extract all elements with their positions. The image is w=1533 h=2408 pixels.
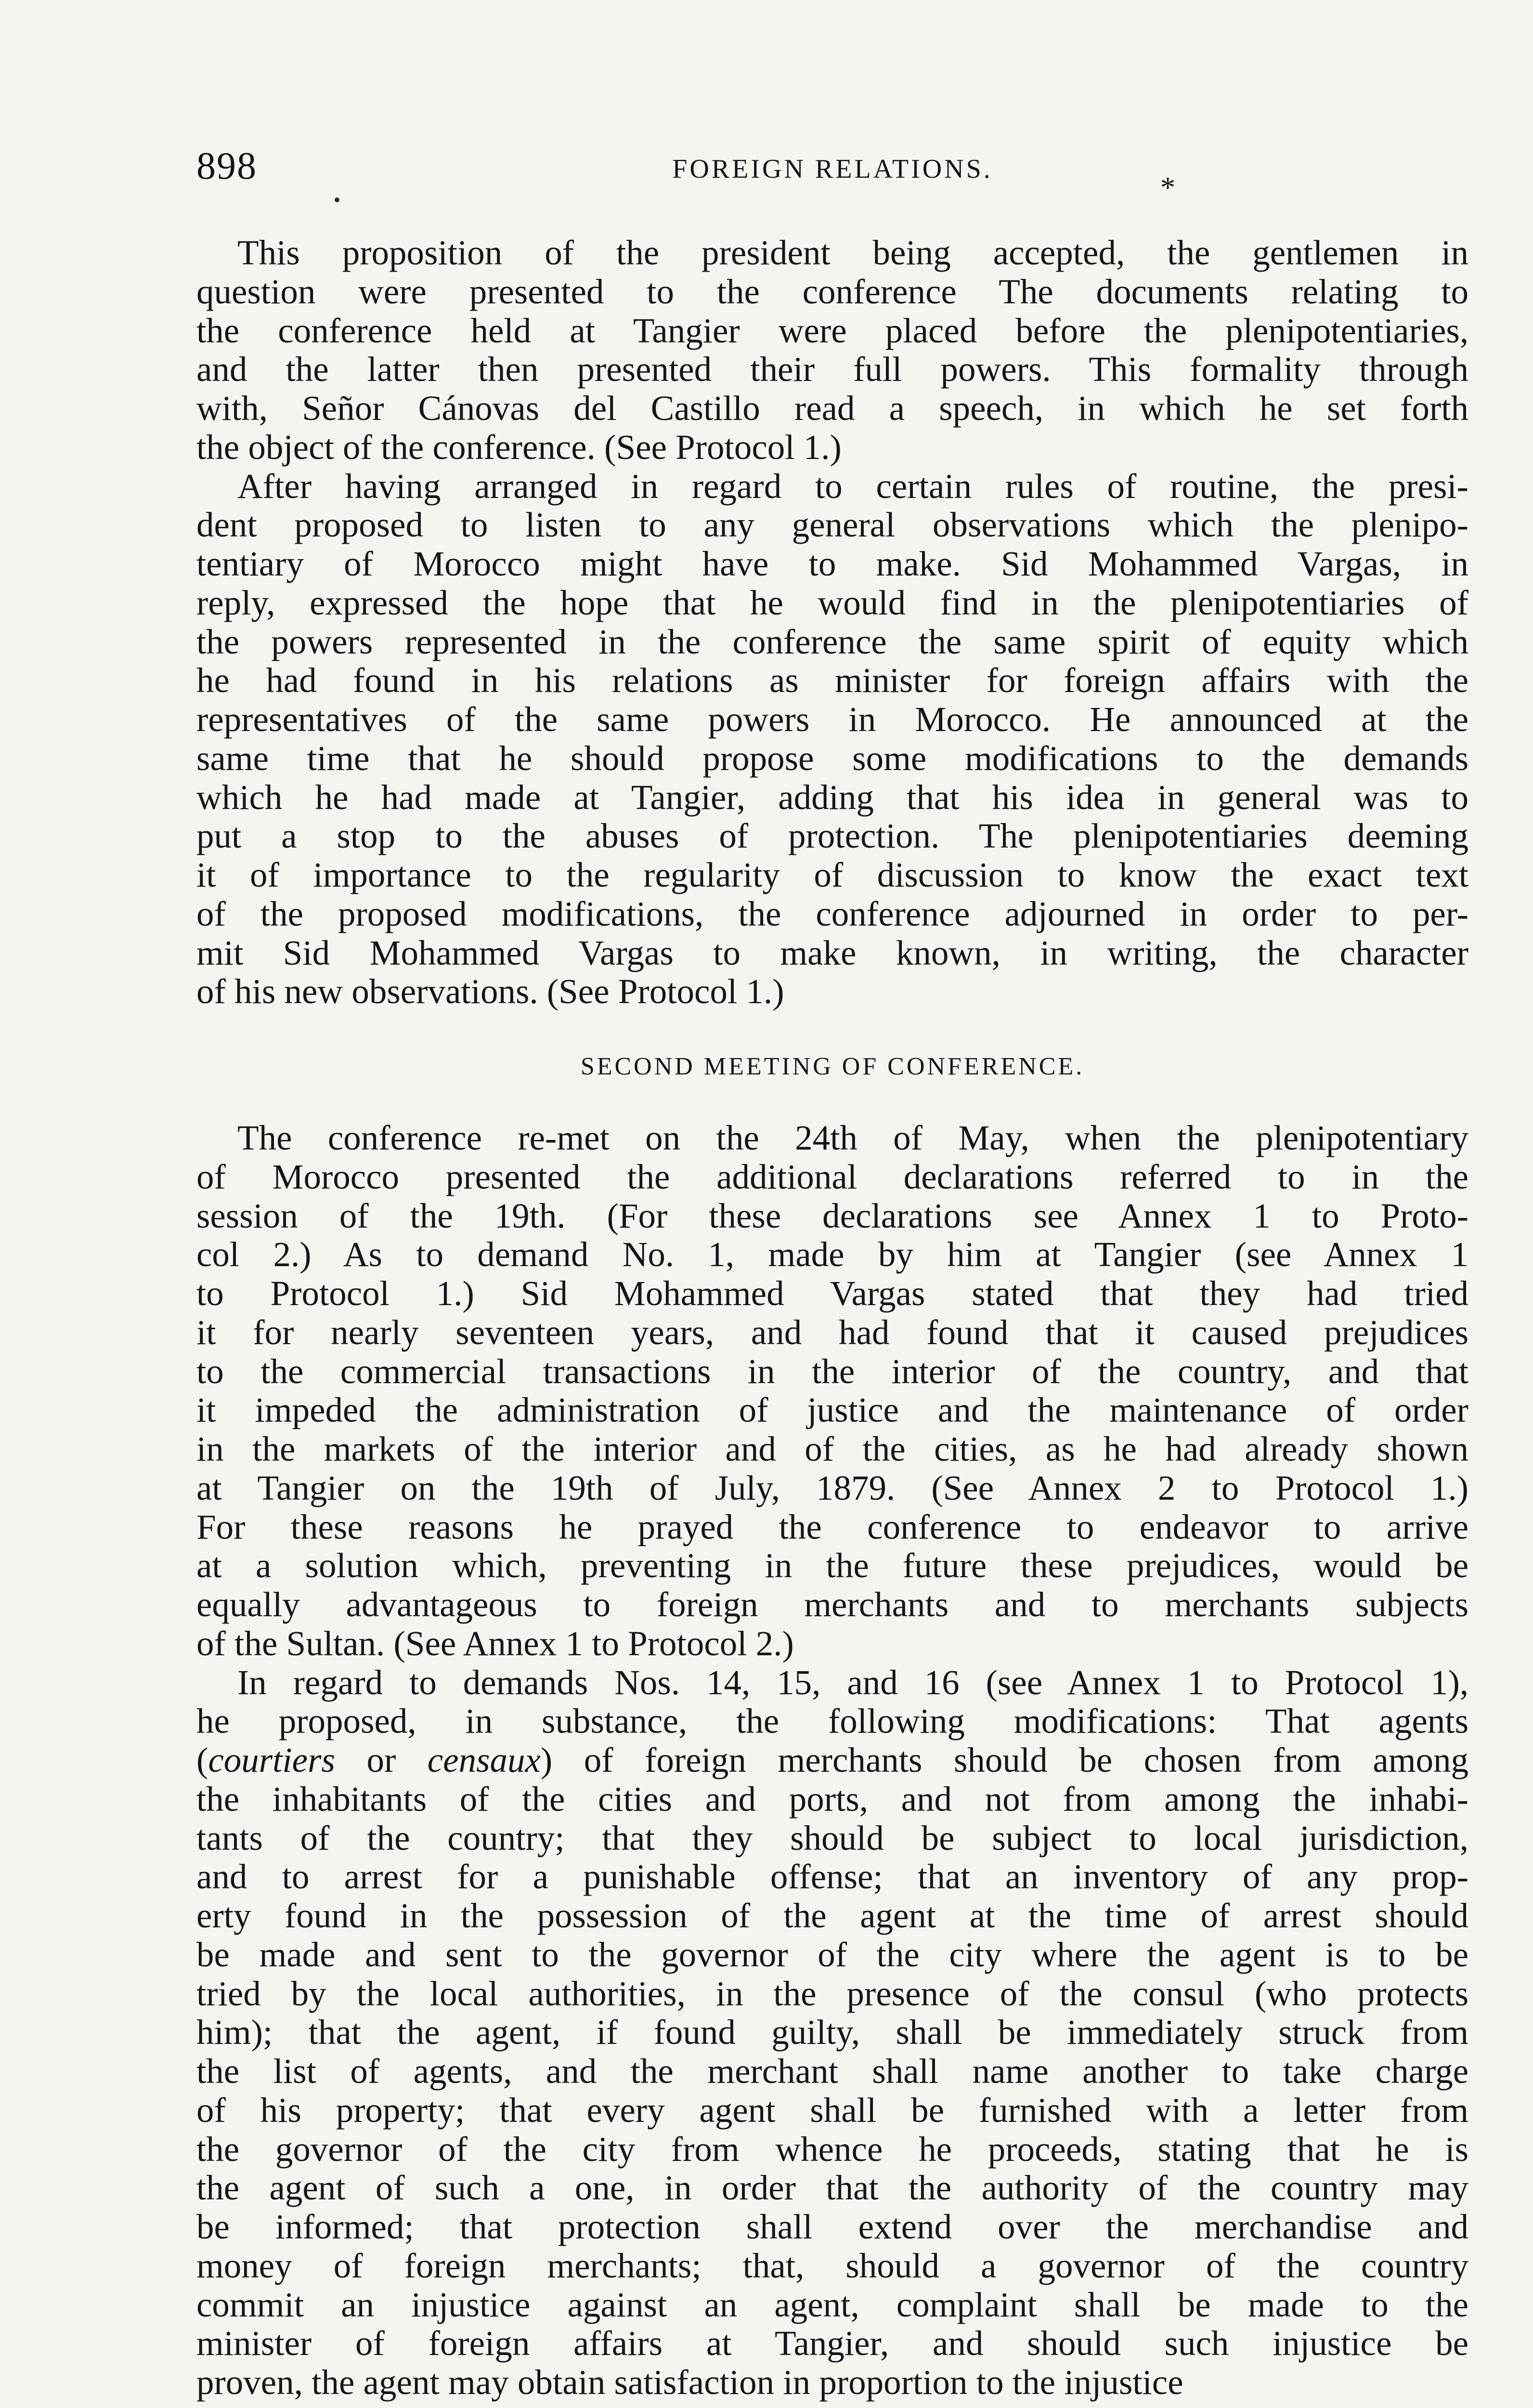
text-line: of his property; that every agent shall be furnished with a letter from [196, 2090, 1468, 2130]
text-line: of Morocco presented the additional declarations referred to in the [196, 1157, 1468, 1196]
text-line: with, Señor Cánovas del Castillo read a speech, in which he set forth [196, 389, 1468, 428]
section-heading: SECOND MEETING OF CONFERENCE. [580, 1053, 1085, 1080]
text-line: the object of the conference. (See Protocol 1.) [196, 427, 842, 467]
text-line: reply, expressed the hope that he would find in the plenipotentiaries of [196, 583, 1468, 622]
text-line: the governor of the city from whence he proceeds, stating that he is [196, 2129, 1468, 2169]
text-line: mit Sid Mohammed Vargas to make known, in writing, the character [196, 933, 1468, 972]
text-line: proven, the agent may obtain satisfaction in proportion to the injustice [196, 2363, 1183, 2402]
text-line: be made and sent to the governor of the city where the agent is to be [196, 1935, 1468, 1974]
text-line: minister of foreign affairs at Tangier, and should such injustice be [196, 2324, 1468, 2363]
text-line: it for nearly seventeen years, and had found that it caused prejudices [196, 1312, 1468, 1352]
ink-speck [335, 197, 339, 202]
text-line: to the commercial transactions in the interior of the country, and that [196, 1351, 1468, 1391]
text-line: (courtiers or censaux) of foreign merchants should be chosen from among [196, 1741, 1468, 1780]
text-line: of the proposed modifications, the conference adjourned in order to per- [196, 894, 1468, 933]
text-line: and to arrest for a punishable offense; that an inventory of any prop- [196, 1857, 1468, 1897]
running-head: FOREIGN RELATIONS. [672, 154, 993, 184]
text-line: In regard to demands Nos. 14, 15, and 16 (see Annex 1 to Protocol 1), [237, 1662, 1468, 1702]
text-line: For these reasons he prayed the conference to endeavor to arrive [196, 1507, 1468, 1546]
text-line: which he had made at Tangier, adding that his idea in general was to [196, 777, 1468, 817]
page-number: 898 [196, 145, 257, 187]
text-line: in the markets of the interior and of the cities, as he had already shown [196, 1429, 1468, 1468]
text-line: col 2.) As to demand No. 1, made by him at Tangier (see Annex 1 [196, 1235, 1468, 1274]
text-line: it impeded the administration of justice and the maintenance of order [196, 1390, 1468, 1430]
text-line: After having arranged in regard to certain rules of routine, the presi- [237, 466, 1468, 506]
text-line: the inhabitants of the cities and ports, and not from among the inhabi- [196, 1779, 1468, 1819]
page-header [196, 144, 1468, 188]
paragraph-block-1 [196, 234, 1468, 1011]
text-line: The conference re-met on the 24th of May, when the plenipotentiary [237, 1118, 1468, 1157]
text-line: money of foreign merchants; that, should a governor of the country [196, 2246, 1468, 2285]
text-line: erty found in the possession of the agent at the time of arrest should [196, 1896, 1468, 1935]
text-line: he had found in his relations as minister for foreign affairs with the [196, 661, 1468, 700]
paragraph-block-2 [196, 1119, 1468, 2402]
printers-mark: * [1160, 171, 1175, 204]
text-line: same time that he should propose some modifications to the demands [196, 738, 1468, 778]
text-line: of his new observations. (See Protocol 1.) [196, 972, 784, 1011]
text-line: him); that the agent, if found guilty, shall be immediately struck from [196, 2013, 1468, 2052]
text-line: he proposed, in substance, the following modifications: That agents [196, 1701, 1468, 1741]
text-line: equally advantageous to foreign merchants and to merchants subjects [196, 1585, 1468, 1624]
text-line: the list of agents, and the merchant shall name another to take charge [196, 2052, 1468, 2091]
text-line: be informed; that protection shall extend over the merchandise and [196, 2207, 1468, 2246]
text-line: dent proposed to listen to any general observations which the plenipo- [196, 505, 1468, 545]
text-line: tried by the local authorities, in the presence of the consul (who protects [196, 1974, 1468, 2013]
text-line: and the latter then presented their full powers. This formality through [196, 350, 1468, 389]
text-line: commit an injustice against an agent, complaint shall be made to the [196, 2285, 1468, 2324]
text-line: at Tangier on the 19th of July, 1879. (See Annex 2 to Protocol 1.) [196, 1468, 1468, 1507]
text-line: tants of the country; that they should be subject to local jurisdiction, [196, 1818, 1468, 1858]
text-line: This proposition of the president being accepted, the gentlemen in [237, 233, 1468, 272]
text-line: at a solution which, preventing in the future these prejudices, would be [196, 1546, 1468, 1585]
text-line: session of the 19th. (For these declarations see Annex 1 to Proto- [196, 1196, 1468, 1235]
text-line: representatives of the same powers in Morocco. He announced at the [196, 700, 1468, 739]
text-line: of the Sultan. (See Annex 1 to Protocol 2.) [196, 1623, 794, 1663]
text-line: it of importance to the regularity of discussion to know the exact text [196, 855, 1468, 894]
text-line: put a stop to the abuses of protection. The plenipotentiaries deeming [196, 816, 1468, 856]
text-line: the powers represented in the conference the same spirit of equity which [196, 622, 1468, 661]
text-line: tentiary of Morocco might have to make. Sid Mohammed Vargas, in [196, 544, 1468, 583]
text-line: question were presented to the conference The documents relating to [196, 272, 1468, 311]
text-line: the conference held at Tangier were placed before the plenipotentiaries, [196, 311, 1468, 350]
text-line: the agent of such a one, in order that the authority of the country may [196, 2168, 1468, 2208]
text-line: to Protocol 1.) Sid Mohammed Vargas stated that they had tried [196, 1274, 1468, 1313]
